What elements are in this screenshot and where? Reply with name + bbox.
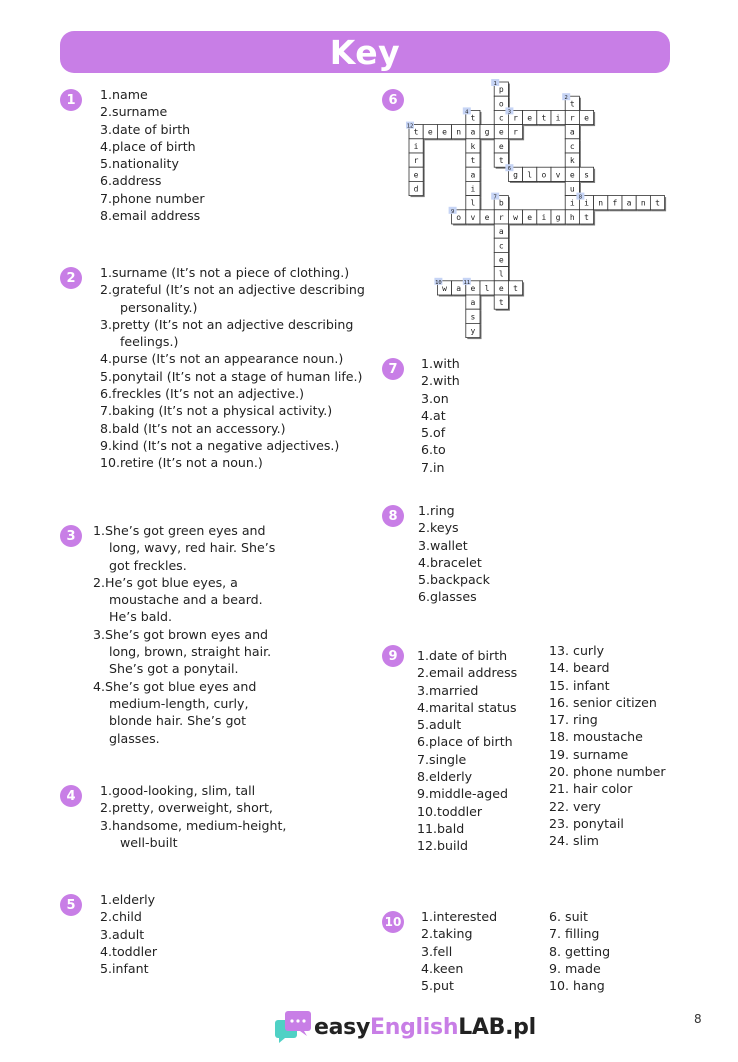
section-badge: 9 bbox=[382, 645, 404, 667]
chat-bubble-icon bbox=[274, 1010, 314, 1044]
section-badge: 10 bbox=[382, 911, 404, 933]
list-item: 15. infant bbox=[549, 677, 610, 693]
answer-list bbox=[549, 642, 689, 850]
list-item: 2.surname bbox=[100, 104, 168, 120]
crossword-number: 12 bbox=[406, 123, 414, 130]
list-item: 4.purse (It’s not an appearance noun.) bbox=[100, 351, 344, 367]
list-item: 19. surname bbox=[549, 746, 629, 762]
list-item: 14. beard bbox=[549, 660, 610, 676]
crossword-letter: t bbox=[584, 212, 589, 222]
list-item: 6.to bbox=[421, 442, 446, 458]
crossword-grid bbox=[406, 81, 669, 344]
answer-list bbox=[549, 908, 669, 994]
section-badge: 6 bbox=[382, 89, 404, 111]
list-item: 2.with bbox=[421, 373, 460, 389]
crossword-letter: t bbox=[470, 113, 476, 123]
list-item: 10.retire (It’s not a noun.) bbox=[100, 455, 263, 471]
crossword-letter: r bbox=[569, 113, 575, 123]
crossword-letter: v bbox=[470, 212, 476, 222]
crossword-letter: i bbox=[541, 212, 547, 222]
crossword-number: 7 bbox=[493, 194, 497, 201]
crossword-letter: b bbox=[498, 198, 504, 208]
list-item: 4.at bbox=[421, 407, 446, 423]
crossword-letter: l bbox=[470, 198, 476, 208]
answer-list bbox=[421, 908, 541, 994]
crossword-number: 3 bbox=[507, 109, 512, 116]
list-item: 8. getting bbox=[549, 943, 611, 959]
crossword-letter: a bbox=[456, 283, 462, 293]
crossword-letter: i bbox=[569, 198, 575, 208]
crossword-letter: e bbox=[498, 255, 504, 265]
list-item: 1.with bbox=[421, 356, 460, 371]
list-item: 6.glasses bbox=[418, 589, 477, 605]
list-item: 18. moustache bbox=[549, 729, 643, 745]
list-item: 1.date of birth bbox=[417, 648, 508, 663]
list-item: 2.He’s got blue eyes, a moustache and a beard. He’s bald. bbox=[93, 574, 263, 625]
list-item: 7.phone number bbox=[100, 190, 205, 206]
crossword-letter: y bbox=[470, 326, 476, 336]
crossword-letter: t bbox=[498, 156, 504, 166]
crossword-number: 9 bbox=[450, 208, 455, 215]
crossword-letter: t bbox=[655, 198, 660, 208]
list-item: 3.date of birth bbox=[100, 121, 191, 137]
list-item: 1.name bbox=[100, 87, 148, 102]
crossword-letter: i bbox=[555, 113, 561, 123]
crossword-letter: t bbox=[413, 127, 419, 137]
list-item: 3.She’s got brown eyes and long, brown, straight hair. She’s got a ponytail. bbox=[93, 626, 272, 677]
list-item: 1.elderly bbox=[100, 892, 156, 907]
list-item: 1.interested bbox=[421, 909, 498, 924]
crossword-letter: i bbox=[470, 184, 476, 194]
crossword-letter: f bbox=[612, 198, 618, 208]
list-item: 24. slim bbox=[549, 833, 599, 849]
list-item: 4.She’s got blue eyes and medium-length, curly, blonde hair. She’s got glasses. bbox=[93, 678, 257, 746]
list-item: 3.fell bbox=[421, 943, 453, 959]
list-item: 3.handsome, medium-height, well-built bbox=[100, 817, 287, 850]
crossword-letter: e bbox=[498, 141, 504, 151]
list-item: 3.on bbox=[421, 390, 449, 406]
list-item: 3.pretty (It’s not an adjective describing feelings.) bbox=[100, 316, 354, 350]
crossword-letter: r bbox=[498, 212, 504, 222]
answer-list bbox=[417, 647, 547, 855]
list-item: 5.infant bbox=[100, 961, 149, 977]
crossword-letter: e bbox=[498, 127, 504, 137]
list-item: 5.adult bbox=[417, 717, 462, 733]
list-item: 9.kind (It’s not a negative adjectives.) bbox=[100, 437, 340, 453]
crossword-letter: i bbox=[413, 141, 419, 151]
list-item: 2.email address bbox=[417, 665, 518, 681]
list-item: 6.place of birth bbox=[417, 734, 513, 750]
section-badge: 7 bbox=[382, 358, 404, 380]
list-item: 23. ponytail bbox=[549, 815, 624, 831]
logo-text-easy: easy bbox=[314, 1014, 371, 1040]
crossword-letter: i bbox=[584, 198, 589, 208]
list-item: 5.backpack bbox=[418, 572, 490, 588]
list-item: 1.ring bbox=[418, 503, 455, 518]
crossword-letter: e bbox=[569, 170, 575, 180]
crossword-letter: k bbox=[470, 141, 476, 151]
list-item: 2.grateful (It’s not an adjective describing personality.) bbox=[100, 282, 365, 315]
crossword-letter: d bbox=[413, 184, 419, 194]
crossword-letter: l bbox=[484, 283, 490, 293]
list-item: 5.nationality bbox=[100, 156, 179, 172]
crossword-letter: o bbox=[498, 99, 504, 109]
crossword-letter: t bbox=[541, 113, 547, 123]
crossword-letter: t bbox=[470, 156, 476, 166]
list-item: 11.bald bbox=[417, 820, 465, 836]
list-item: 16. senior citizen bbox=[549, 694, 657, 710]
crossword-letter: t bbox=[498, 298, 504, 308]
list-item: 2.taking bbox=[421, 926, 473, 942]
crossword-letter: e bbox=[470, 283, 476, 293]
list-item: 4.place of birth bbox=[100, 138, 196, 154]
list-item: 5.ponytail (It’s not a stage of human life.) bbox=[100, 368, 363, 384]
list-item: 20. phone number bbox=[549, 764, 666, 780]
crossword-letter: g bbox=[484, 127, 490, 137]
crossword-letter: s bbox=[470, 312, 476, 322]
list-item: 7. filling bbox=[549, 926, 600, 942]
crossword-letter: u bbox=[569, 184, 575, 194]
list-item: 6. suit bbox=[549, 909, 588, 924]
brand-logo bbox=[274, 1010, 536, 1044]
crossword-number: 6 bbox=[507, 166, 512, 173]
crossword-svg bbox=[406, 81, 669, 344]
crossword-letter: a bbox=[470, 298, 476, 308]
crossword-letter: n bbox=[598, 198, 604, 208]
list-item: 9.middle-aged bbox=[417, 786, 509, 802]
page-number: 8 bbox=[694, 1012, 702, 1026]
crossword-letter: v bbox=[555, 170, 561, 180]
list-item: 7.in bbox=[421, 459, 445, 475]
crossword-number: 1 bbox=[493, 81, 497, 87]
logo-text-english: English bbox=[370, 1014, 459, 1040]
list-item: 5.put bbox=[421, 978, 454, 994]
list-item: 8.elderly bbox=[417, 769, 473, 785]
list-item: 4.keen bbox=[421, 960, 464, 976]
list-item: 12.build bbox=[417, 838, 468, 854]
crossword-letter: e bbox=[442, 127, 447, 137]
list-item: 3.adult bbox=[100, 926, 145, 942]
list-item: 8.email address bbox=[100, 208, 201, 224]
crossword-letter: t bbox=[513, 283, 518, 293]
list-item: 3.wallet bbox=[418, 537, 468, 553]
list-item: 6.freckles (It’s not an adjective.) bbox=[100, 386, 305, 402]
list-item: 3.married bbox=[417, 682, 479, 698]
list-item: 10.toddler bbox=[417, 803, 483, 819]
crossword-letter: a bbox=[498, 227, 504, 237]
list-item: 2.child bbox=[100, 909, 142, 925]
crossword-letter: g bbox=[513, 170, 518, 180]
crossword-letter: p bbox=[498, 85, 504, 95]
list-item: 4.toddler bbox=[100, 943, 158, 959]
section-badge: 1 bbox=[60, 89, 82, 111]
crossword-letter: o bbox=[541, 170, 547, 180]
crossword-letter: e bbox=[584, 113, 589, 123]
list-item: 13. curly bbox=[549, 643, 605, 658]
crossword-letter: n bbox=[640, 198, 646, 208]
crossword-letter: a bbox=[626, 198, 632, 208]
section-badge: 3 bbox=[60, 525, 82, 547]
crossword-letter: l bbox=[527, 170, 533, 180]
crossword-number: 2 bbox=[564, 95, 568, 102]
crossword-letter: e bbox=[484, 212, 490, 222]
answer-list bbox=[100, 264, 372, 472]
crossword-letter: r bbox=[413, 156, 419, 166]
list-item: 4.bracelet bbox=[418, 554, 482, 570]
crossword-letter: h bbox=[569, 212, 575, 222]
list-item: 1.She’s got green eyes and long, wavy, red hair. She’s got freckles. bbox=[93, 523, 276, 573]
crossword-letter: e bbox=[527, 113, 533, 123]
crossword-number: 11 bbox=[463, 279, 471, 286]
crossword-letter: r bbox=[513, 127, 518, 137]
crossword-letter: c bbox=[569, 141, 575, 151]
list-item: 21. hair color bbox=[549, 781, 633, 797]
crossword-letter: w bbox=[442, 283, 447, 293]
crossword-number: 4 bbox=[465, 109, 469, 116]
crossword-letter: s bbox=[584, 170, 589, 180]
crossword-letter: e bbox=[413, 170, 419, 180]
crossword-letter: c bbox=[498, 113, 504, 123]
page-title: Key bbox=[60, 31, 670, 73]
crossword-letter: e bbox=[498, 283, 504, 293]
list-item: 5.of bbox=[421, 425, 446, 441]
crossword-number: 8 bbox=[578, 194, 583, 201]
section-badge: 4 bbox=[60, 785, 82, 807]
answer-list bbox=[421, 355, 541, 476]
crossword-letter: o bbox=[456, 212, 462, 222]
list-item: 1.surname (It’s not a piece of clothing.) bbox=[100, 265, 350, 280]
crossword-letter: e bbox=[427, 127, 433, 137]
list-item: 1.good-looking, slim, tall bbox=[100, 783, 256, 798]
answer-list bbox=[100, 891, 260, 977]
logo-text-lab: LAB.pl bbox=[458, 1014, 536, 1040]
list-item: 7.baking (It’s not a physical activity.) bbox=[100, 403, 333, 419]
crossword-letter: c bbox=[498, 241, 504, 251]
crossword-letter: e bbox=[527, 212, 533, 222]
crossword-letter: n bbox=[456, 127, 462, 137]
crossword-number: 10 bbox=[435, 279, 442, 286]
list-item: 22. very bbox=[549, 798, 601, 814]
section-badge: 8 bbox=[382, 505, 404, 527]
answer-list bbox=[93, 522, 283, 747]
list-item: 6.address bbox=[100, 173, 162, 189]
list-item: 2.keys bbox=[418, 520, 459, 536]
crossword-letter: a bbox=[470, 170, 476, 180]
list-item: 8.bald (It’s not an accessory.) bbox=[100, 420, 286, 436]
list-item: 10. hang bbox=[549, 978, 605, 994]
answer-list bbox=[418, 502, 558, 606]
section-badge: 2 bbox=[60, 267, 82, 289]
crossword-letter: w bbox=[513, 212, 518, 222]
answer-list bbox=[100, 86, 320, 224]
list-item: 7.single bbox=[417, 751, 467, 767]
crossword-letter: a bbox=[470, 127, 476, 137]
crossword-letter: t bbox=[569, 99, 575, 109]
list-item: 2.pretty, overweight, short, bbox=[100, 800, 273, 816]
crossword-letter: g bbox=[555, 212, 561, 222]
section-badge: 5 bbox=[60, 894, 82, 916]
crossword-letter: l bbox=[498, 269, 504, 279]
crossword-letter: r bbox=[513, 113, 518, 123]
answer-list bbox=[100, 782, 300, 851]
list-item: 9. made bbox=[549, 960, 601, 976]
crossword-letter: a bbox=[569, 127, 575, 137]
list-item: 4.marital status bbox=[417, 699, 517, 715]
list-item: 17. ring bbox=[549, 712, 598, 728]
crossword-letter: k bbox=[569, 156, 575, 166]
